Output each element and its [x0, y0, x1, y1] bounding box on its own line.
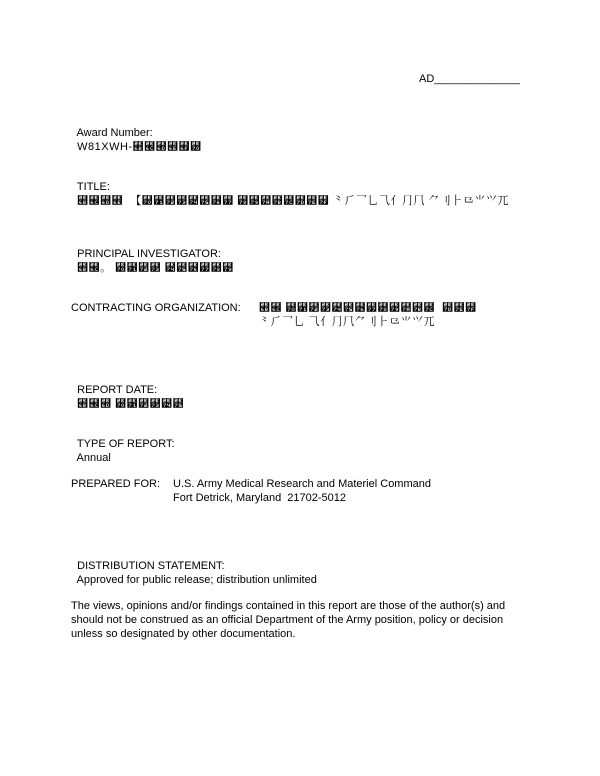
report-type-line — [71, 423, 175, 465]
distribution-statement-line — [71, 545, 317, 587]
principal-investigator-value: ⹫⹬。 ⹰⹱⹲⹳ ⹴⹵⹶⹷⹸⹹ — [77, 262, 234, 274]
award-number-line — [71, 112, 202, 154]
prepared-for-line2: Fort Detrick, Maryland 21702-5012 — [173, 492, 347, 504]
report-date-label: REPORT DATE: — [77, 384, 158, 396]
contracting-organization-label: CONTRACTING ORGANIZATION: — [71, 302, 241, 314]
prepared-for-line1: U.S. Army Medical Research and Materiel Command — [173, 478, 431, 490]
prepared-for-label: PREPARED FOR: — [71, 478, 161, 490]
disclaimer-line3: unless so designated by other documentation. — [71, 628, 296, 640]
report-type-value: Annual — [76, 452, 111, 464]
contracting-organization-line1: ⹫⹬ ⹰⹱⹲⹳⹴⹵⹶⹷⹸⹹⹺⹻⹼ ⹽⹾⹿ — [259, 302, 477, 314]
disclaimer-line2: should not be construed as an official Department of the Army position, policy or decision — [71, 614, 504, 626]
title-line — [71, 166, 509, 208]
award-number-value: W81XWH-⹫⹬⹭⹮⹯⹰ — [77, 141, 202, 153]
principal-investigator-line — [71, 233, 234, 275]
ad-number-field: AD______________ — [419, 73, 520, 85]
distribution-statement-label: DISTRIBUTION STATEMENT: — [77, 560, 225, 572]
report-date-line — [71, 369, 184, 411]
title-label: TITLE: — [76, 181, 110, 193]
principal-investigator-label: PRINCIPAL INVESTIGATOR: — [77, 248, 221, 260]
disclaimer-line1: The views, opinions and/or findings contained in this report are those of the author(s) and — [71, 600, 506, 612]
distribution-statement-value: Approved for public release; distribution unlimited — [76, 574, 317, 586]
title-value: ⹫⹬⹭⹮ 【⹰⹱⹲⹳⹴⹵⹶⹷ ⹸⹹⹺⹻⹼⹽⹾⹿ ⺀⺁⺂⺃⺄⺅⺆⺇ ⺈⺉⺊⺋⺌⺍⺎ — [77, 195, 509, 207]
award-number-label: Award Number: — [76, 127, 153, 139]
contracting-organization-line2: ⺀⺁⺂⺃ ⺄⺅⺆⺇⺈⺉⺊⺋⺌⺍⺎ — [259, 316, 436, 328]
report-type-label: TYPE OF REPORT: — [76, 438, 175, 450]
report-date-value: ⹫⹬⹭ ⹰⹱⹲⹳⹴⹵ — [77, 398, 185, 410]
